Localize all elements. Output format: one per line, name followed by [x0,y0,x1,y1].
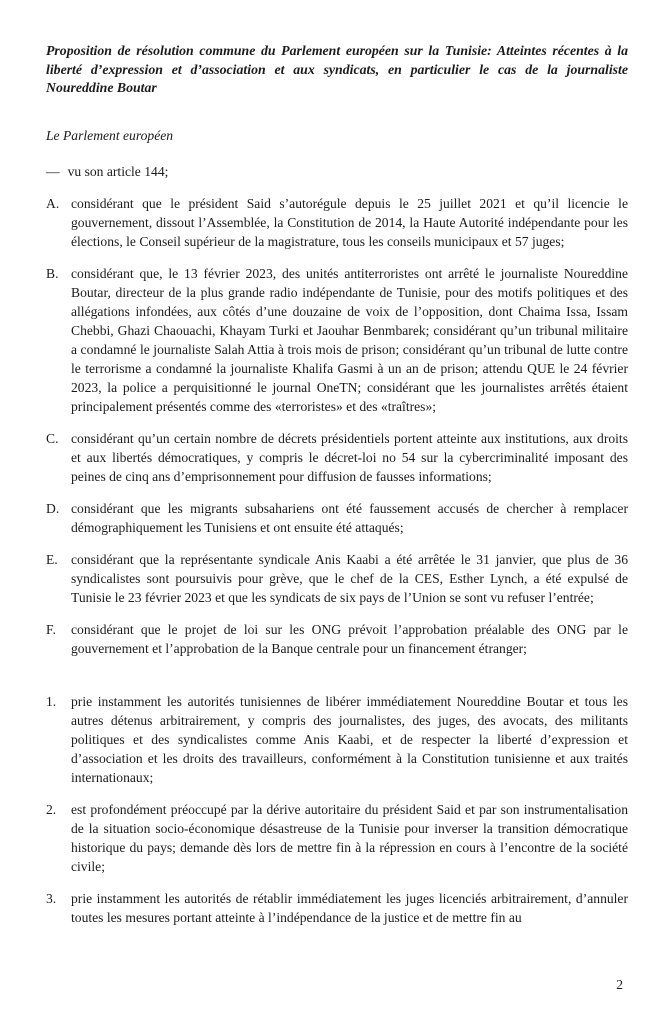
considerant-item-a [46,194,628,251]
considerant-text: considérant que le président Said s’autorégule depuis le 25 juillet 2021 et qu’il licencie le gouvernement, dissout l’Assemblée, la Constitution de 2014, la Haute Autorité indépendante pour les élections, le Conseil supérieur de la magistrature, tous les conseils municipaux et 57 juges; [71,195,628,249]
resolution-text: est profondément préoccupé par la dérive autoritaire du président Said et par son instrumentalisation de la situation socio-économique désastreuse de la Tunisie pour inverser la transition démocratique historique du pays; demande dès lors de mettre fin à la répression en cours à l’encontre de la société civile; [71,801,628,874]
considerant-text: considérant que les migrants subsahariens ont été faussement accusés de chercher à remplacer démographiquement les Tunisiens et ont ensuite été attaqués; [71,500,628,535]
resolution-item-1 [46,692,628,787]
citation-text: vu son article 144; [67,163,169,179]
considerant-text: considérant que la représentante syndicale Anis Kaabi a été arrêtée le 31 janvier, que plus de 36 syndicalistes sont poursuivis pour grève, que le chef de la CES, Esther Lynch, a été expulsé de Tunisie le 23 février 2023 et que les syndicats de six pays de l’Union se sont vu refuser l’entrée; [71,551,628,605]
citation-item [46,162,628,181]
considerant-text: considérant que le projet de loi sur les ONG prévoit l’approbation préalable des ONG par le gouvernement et l’approbation de la Banque centrale pour un financement étranger; [71,621,628,656]
resolution-marker: 1. [46,693,57,709]
citation-dash: — [46,163,60,179]
considerant-marker: E. [46,551,58,567]
considerant-text: considérant que, le 13 février 2023, des unités antiterroristes ont arrêté le journaliste Noureddine Boutar, directeur de la plus grande radio indépendante de Tunisie, pour des motifs politiques et des allégations infondées, aux côtés d’une douzaine de voix de l’opposition, dont Chaima Issa, Issam Chebbi, Ghazi Chaouachi, Khayam Turki et Jaouhar Benmbarek; considérant qu’un tribunal militaire a condamné le journaliste Salah Attia à trois mois de prison; considérant qu’un tribunal de lutte contre le terrorisme a condamné la journaliste Khalifa Gasmi à un an de prison; attendu QUE le 24 février 2023, la police a perquisitionné le journal OneTN; considérant que les journalistes arrêtés étaient principalement présentés comme des «terroristes» et des «traîtres»; [71,265,628,414]
page-number: 2 [616,977,623,992]
considerant-marker: B. [46,265,59,281]
resolution-item-2 [46,800,628,876]
resolution-text: prie instamment les autorités tunisiennes de libérer immédiatement Noureddine Boutar et tous les autres détenus arbitrairement, y compris des journalistes, des juges, des avocats, des militants politiques et des syndicalistes comme Anis Kaabi, et de respecter la liberté d’expression et d’association et les droits des travailleurs, conformément à la Constitution tunisienne et aux traités internationaux; [71,693,628,785]
considerant-item-f [46,620,628,658]
considerant-item-c [46,429,628,486]
document-title: Proposition de résolution commune du Parlement européen sur la Tunisie: Atteintes récentes à la liberté d’expression et d’association et aux syndicats, en particulier le cas de la journaliste Noureddine Boutar [46,43,628,95]
considerant-item-e [46,550,628,607]
considerants-section [46,194,628,658]
considerant-marker: C. [46,430,59,446]
considerant-item-d [46,499,628,537]
considerant-text: considérant qu’un certain nombre de décrets présidentiels portent atteinte aux institutions, aux droits et aux libertés démocratiques, y compris le décret-loi no 54 sur la cybercriminalité imposant des peines de cinq ans d’emprisonnement pour diffusion de fausses informations; [71,430,628,484]
intro-line: Le Parlement européen [46,127,174,143]
considerant-marker: F. [46,621,56,637]
resolution-marker: 3. [46,890,57,906]
resolution-text: prie instamment les autorités de rétablir immédiatement les juges licenciés arbitrairement, d’annuler toutes les mesures portant atteinte à l’indépendance de la justice et de mettre fin au [71,890,628,925]
considerant-item-b [46,264,628,416]
considerant-marker: A. [46,195,60,211]
resolution-item-3 [46,889,628,927]
resolution-marker: 2. [46,801,57,817]
resolutions-section [46,692,628,927]
considerant-marker: D. [46,500,60,516]
